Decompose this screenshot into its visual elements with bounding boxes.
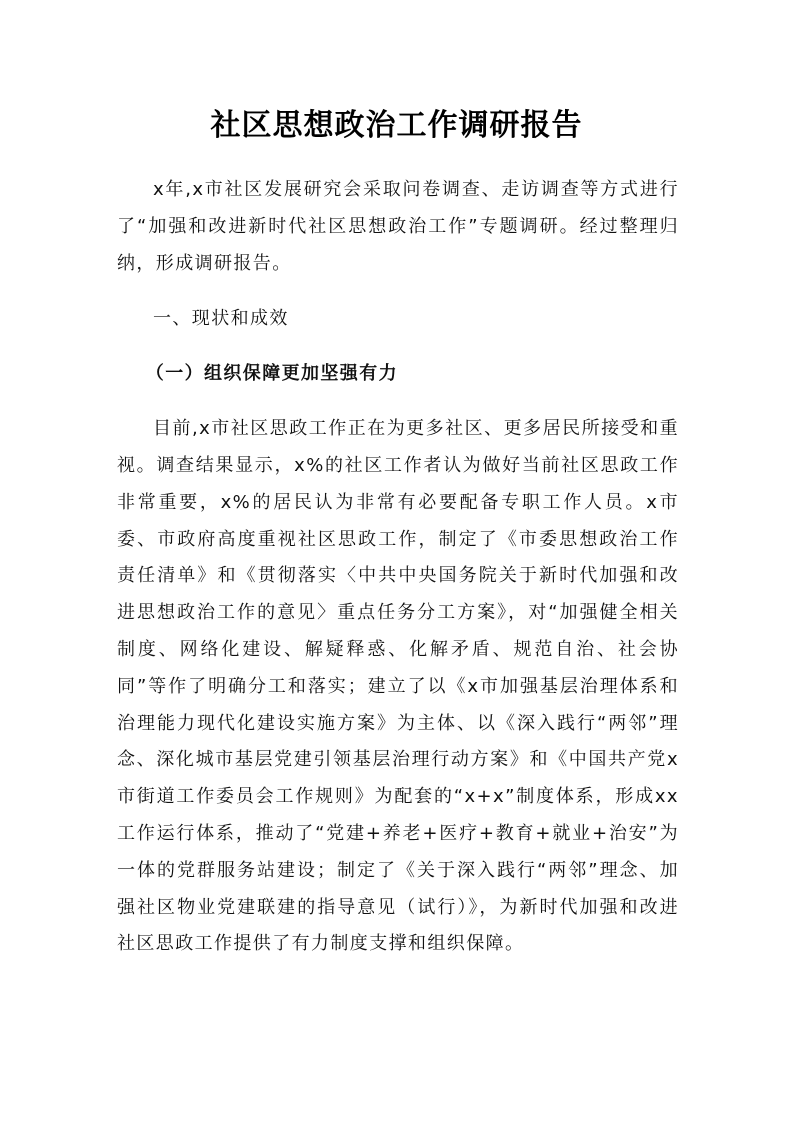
document-body — [117, 172, 679, 982]
subsection-heading: （一）组织保障更加坚强有力 — [145, 362, 398, 384]
section-heading: 一、现状和成效 — [153, 307, 289, 329]
intro-paragraph: x年,x市社区发展研究会采取问卷调查、走访调查等方式进行了“加强和改进新时代社区思想政治工作”专题调研。经过整理归纳，形成调研报告。 — [117, 179, 679, 274]
body-paragraph: 目前,x市社区思政工作正在为更多社区、更多居民所接受和重视。调查结果显示，x%的社区工作者认为做好当前社区思政工作非常重要，x%的居民认为非常有必要配备专职工作人员。x市委、市政府高度重视社区思政工作，制定了《市委思想政治工作责任清单》和《贯彻落实〈中共中央国务院关于新时代加强和改进思想政治工作的意见〉重点任务分工方案》，对“加强健全相关制度、网络化建设、解疑释惑、化解矛盾、规范自治、社会协同”等作了明确分工和落实；建立了以《x市加强基层治理体系和治理能力现代化建设实施方案》为主体、以《深入践行“两邻”理念、深化城市基层党建引领基层治理行动方案》和《中国共产党x市街道工作委员会工作规则》为配套的“x+x”制度体系，形成xx工作运行体系，推动了“党建+养老+医疗+教育+就业+治安”为一体的党群服务站建设；制定了《关于深入践行“两邻”理念、加强社区物业党建联建的指导意见（试行）》，为新时代加强和改进社区思政工作提供了有力制度支撑和组织保障。 — [117, 418, 679, 955]
document-title: 社区思想政治工作调研报告 — [210, 108, 583, 143]
